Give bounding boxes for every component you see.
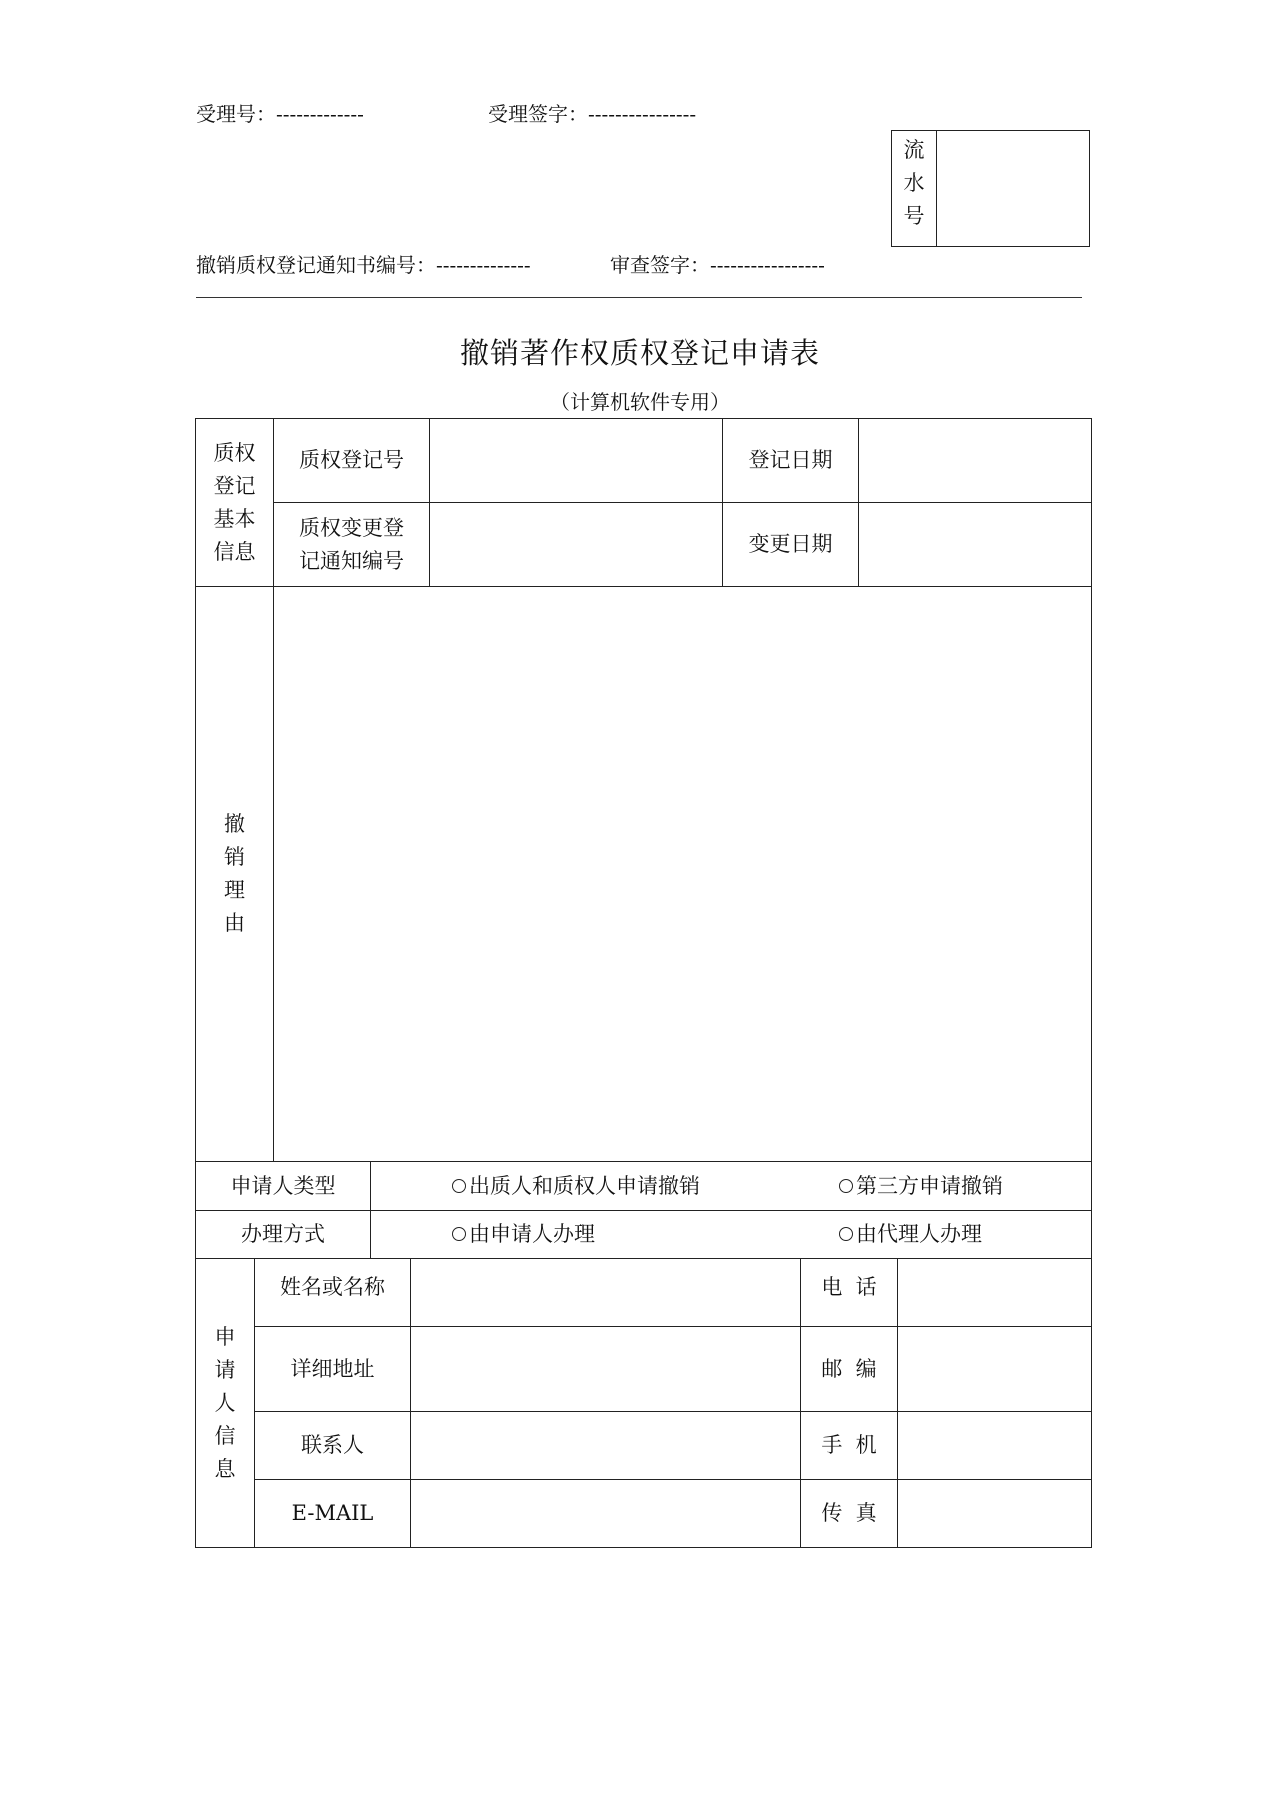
page-title: 撤销著作权质权登记申请表 <box>459 336 820 370</box>
radio-circle-icon <box>452 1227 466 1241</box>
postcode-label: 邮 编 <box>821 1356 877 1381</box>
revoke-reason-label: 撤 销 理 由 <box>224 812 245 935</box>
reg-date-label: 登记日期 <box>748 448 833 472</box>
applicant-type-option-third-party[interactable]: 第三方申请撤销 <box>839 1171 1003 1201</box>
handling-option-applicant[interactable]: 由申请人办理 <box>452 1219 595 1249</box>
grid-line <box>370 1161 371 1258</box>
address-label: 详细地址 <box>290 1356 375 1381</box>
serial-number-box <box>891 130 1090 247</box>
accept-number-label: 受理号：------------- <box>196 102 364 126</box>
pledge-reg-no-field[interactable] <box>430 419 722 502</box>
name-field[interactable] <box>411 1259 800 1326</box>
table-border-right <box>1091 418 1092 1548</box>
applicant-type-label: 申请人类型 <box>230 1173 336 1198</box>
revoke-notice-number-label: 撤销质权登记通知书编号：-------------- <box>196 253 531 277</box>
phone-label: 电 话 <box>821 1275 877 1299</box>
serial-number-field[interactable] <box>937 131 1089 246</box>
contact-label: 联系人 <box>301 1433 364 1457</box>
mobile-label: 手 机 <box>821 1433 877 1457</box>
radio-circle-icon <box>839 1227 853 1241</box>
email-label: E-MAIL <box>291 1501 374 1525</box>
handling-method-label: 办理方式 <box>241 1222 325 1246</box>
serial-number-label: 流 水 号 <box>892 131 937 246</box>
review-signature-label: 审查签字：----------------- <box>610 253 825 277</box>
header-divider <box>196 297 1082 298</box>
address-field[interactable] <box>411 1327 800 1411</box>
accept-signature-label: 受理签字：---------------- <box>488 102 697 126</box>
phone-field[interactable] <box>898 1259 1091 1326</box>
page-subtitle: （计算机软件专用） <box>550 390 730 414</box>
radio-circle-icon <box>452 1179 466 1193</box>
table-border-bottom <box>195 1547 1092 1548</box>
radio-circle-icon <box>839 1179 853 1193</box>
pledge-reg-no-label: 质权登记号 <box>299 448 404 472</box>
change-notice-no-label: 质权变更登 记通知编号 <box>299 515 404 573</box>
fax-field[interactable] <box>898 1480 1091 1547</box>
email-field[interactable] <box>411 1480 800 1547</box>
applicant-info-section-label: 申 请 人 信 息 <box>214 1324 236 1481</box>
handling-option-agent[interactable]: 由代理人办理 <box>839 1219 982 1249</box>
reg-date-field[interactable] <box>859 419 1091 502</box>
change-date-field[interactable] <box>859 503 1091 586</box>
basic-info-section-label: 质权 登记 基本 信息 <box>213 440 256 564</box>
change-notice-no-field[interactable] <box>430 503 722 586</box>
fax-label: 传 真 <box>821 1501 877 1525</box>
contact-field[interactable] <box>411 1412 800 1479</box>
change-date-label: 变更日期 <box>748 532 833 556</box>
revoke-reason-field[interactable] <box>274 587 1091 1161</box>
mobile-field[interactable] <box>898 1412 1091 1479</box>
applicant-type-option-pledgor-pledgee[interactable]: 出质人和质权人申请撤销 <box>452 1171 700 1201</box>
name-label: 姓名或名称 <box>280 1275 385 1299</box>
postcode-field[interactable] <box>898 1327 1091 1411</box>
